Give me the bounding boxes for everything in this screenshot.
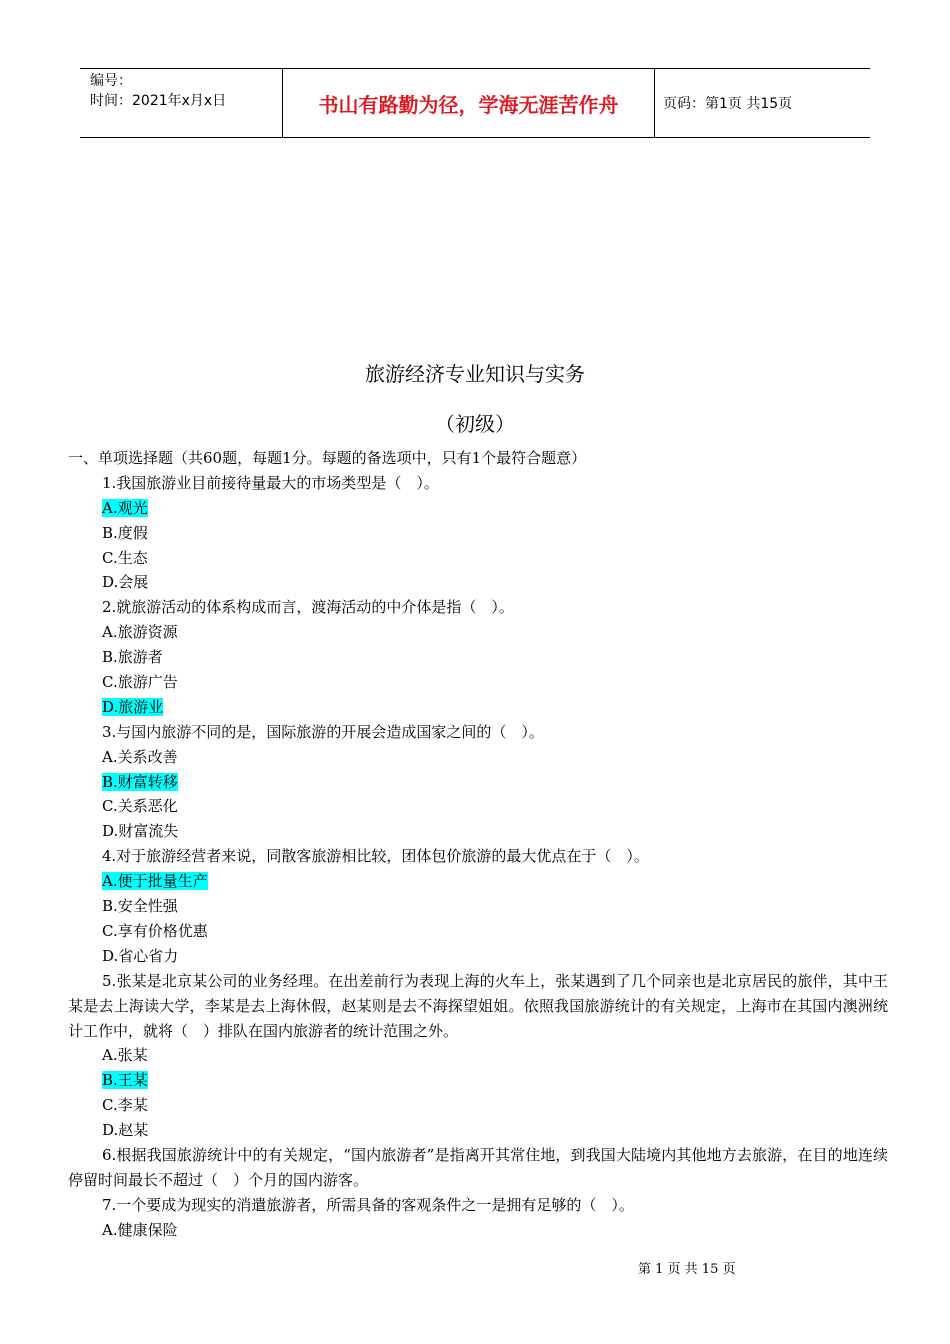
- answer-option: B.王某: [102, 1071, 148, 1090]
- document-subtitle: （初级）: [435, 412, 515, 436]
- option-line: B.度假: [102, 523, 148, 542]
- option-line: D.省心省力: [102, 946, 179, 965]
- question-stem: 7.一个要成为现实的消遣旅游者，所需具备的客观条件之一是拥有足够的（ ）。: [102, 1195, 634, 1214]
- time-label: 时间：2021年x月x日: [90, 93, 227, 109]
- answer-option: A.观光: [102, 498, 148, 517]
- question-stem: 4.对于旅游经营者来说，同散客旅游相比较，团体包价旅游的最大优点在于（ ）。: [102, 847, 649, 866]
- option-line: A.关系改善: [102, 747, 178, 766]
- section-heading: 一、单项选择题（共60题，每题1分。每题的备选项中，只有1个最符合题意）: [68, 449, 587, 467]
- option-line: C.关系恶化: [102, 797, 178, 816]
- option-line: A.健康保险: [102, 1220, 178, 1239]
- page-footer: 第 1 页 共 15 页: [638, 1262, 736, 1277]
- code-label: 编号：: [90, 73, 132, 89]
- question-stem: 3.与国内旅游不同的是，国际旅游的开展会造成国家之间的（ ）。: [102, 722, 544, 741]
- header-left-cell: [80, 69, 282, 137]
- option-line: D.赵某: [102, 1121, 149, 1140]
- option-line: C.生态: [102, 548, 148, 567]
- option-line: [68, 695, 888, 720]
- option-line: B.安全性强: [102, 897, 178, 916]
- question-stem: 1.我国旅游业目前接待量最大的市场类型是（ ）。: [102, 473, 439, 492]
- option-line: D.财富流失: [102, 822, 179, 841]
- header-table: [80, 68, 870, 138]
- question-stem: 6.根据我国旅游统计中的有关规定，“国内旅游者”是指离开其常住地，到我国大陆境内其他地方去旅游，在目的地连续停留时间最长不超过（ ）个月的国内游客。: [68, 1145, 888, 1189]
- page-info: 页码：第1页 共15页: [663, 96, 793, 112]
- option-line: [68, 869, 888, 894]
- option-line: [68, 1068, 888, 1093]
- option-line: C.李某: [102, 1096, 148, 1115]
- question-stem: 5.张某是北京某公司的业务经理。在出差前行为表现上海的火车上，张某遇到了几个同亲也是北京居民的旅伴，其中王某是去上海读大学，李某是去上海休假，赵某则是去不海探望姐姐。依照我国旅游统计的有关规定，上海市在其国内澳洲统计工作中，就将（ ）排队在国内旅游者的统计范围之外。: [68, 971, 888, 1040]
- question-stem: 2.就旅游活动的体系构成而言，渡海活动的中介体是指（ ）。: [102, 598, 514, 617]
- option-line: C.享有价格优惠: [102, 921, 208, 940]
- answer-option: D.旅游业: [102, 697, 164, 716]
- option-line: [68, 770, 888, 795]
- option-line: B.旅游者: [102, 648, 163, 667]
- answer-option: A.便于批量生产: [102, 872, 208, 891]
- answer-option: B.财富转移: [102, 772, 178, 791]
- option-line: A.张某: [102, 1046, 148, 1065]
- option-line: A.旅游资源: [102, 623, 178, 642]
- document-body: [68, 446, 888, 1243]
- document-title: 旅游经济专业知识与实务: [365, 362, 585, 386]
- option-line: [68, 496, 888, 521]
- motto: 书山有路勤为径，学海无涯苦作舟: [282, 69, 655, 137]
- option-line: C.旅游广告: [102, 673, 178, 692]
- option-line: D.会展: [102, 573, 149, 592]
